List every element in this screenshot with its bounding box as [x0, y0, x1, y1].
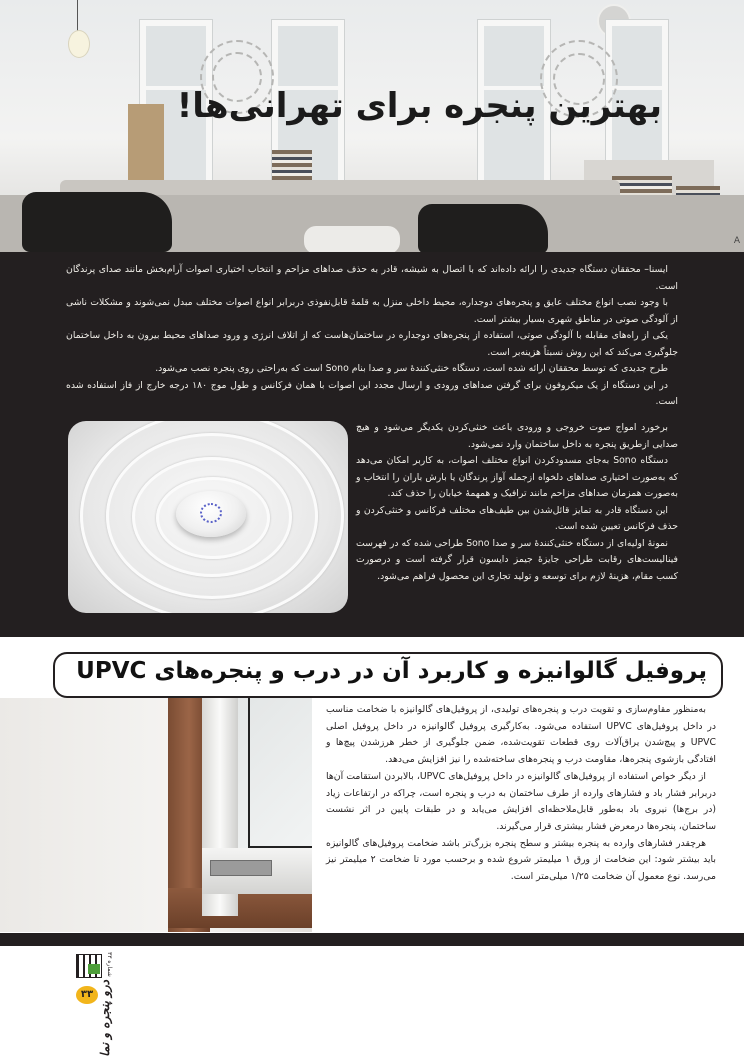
pendant-lamp — [68, 30, 90, 58]
headline-box — [53, 652, 723, 698]
bottom-rule — [0, 933, 744, 946]
paragraph: هرچقدر فشارهای وارده به پنجره بیشتر و سطح پنجره بزرگ‌تر باشد ضخامت پروفیل‌های گالوانیزه باید بیشتر شود: این ضخامت از ورق ۱ میلیمتر شروع شده و برحسب مورد تا ضخامت ۲ میلیمتر نیز می‌رسد. نوع معمول آن ضخامت ۱/۲۵ میلی‌متر است. — [326, 837, 716, 883]
paragraph: ایسنا– محققان دستگاه جدیدی را ارائه داده‌اند که با اتصال به شیشه، قادر به حذف صداهای مزاحم و انتخاب اختیاری اصوات آرام‌بخش مانند صدای پرندگان است. — [66, 264, 678, 292]
paragraph: برخورد امواج صوت خروجی و ورودی باعث خنثی‌کردن یکدیگر می‌شود و هیچ صدایی ازطریق پنجره به داخل ساختمان وارد نمی‌شود. — [356, 422, 678, 450]
article-sono-intro — [66, 262, 678, 411]
paragraph: نمونهٔ اولیه‌ای از دستگاه خنثی‌کنندهٔ سر و صدا Sono طراحی شده که در فهرست فینالیست‌های رقابت طراحی جایزهٔ جیمز دایسون قرار گرفته است و درصورت کسب مقام، هزینهٔ لازم برای توسعه و تولید تجاری این محصول فراهم می‌شود. — [356, 537, 678, 582]
pillow — [22, 192, 172, 252]
paragraph: طرح جدیدی که توسط محققان ارائه شده است، دستگاه خنثی‌کنندهٔ سر و صدا بنام Sono است که به‌راحتی روی پنجره نصب می‌شود. — [155, 363, 668, 374]
glass-edge — [248, 846, 312, 848]
sono-device-photo — [68, 421, 348, 613]
pillow — [418, 204, 548, 252]
upvc-profile-photo — [0, 698, 312, 932]
issue-label: شماره ۳۳ — [106, 952, 113, 977]
paragraph: از دیگر خواص استفاده از پروفیل‌های گالوانیزه در داخل پروفیل‌های UPVC، بالابردن استقامت آن‌ها دربرابر فشار باد و فشارهای وارده از طرف ساختمان به درب و پنجره است، چراکه در ارتفاعات زیاد (در برج‌ها) نیروی باد به‌طور قابل‌ملاحظه‌ای افزایش می‌یابد و در طبقات پایین در اثر نشست ساختمان، پنجره‌ها درمعرض فشار بیشتری قرار می‌گیرند. — [326, 770, 716, 832]
paragraph: دستگاه Sono به‌جای مسدودکردن انواع مختلف اصوات، به کاربر امکان می‌دهد که به‌صورت اختیاری صداهای دلخواه ازجمله آواز پرندگان یا بارش باران را انتخاب و به‌صورت همزمان صداهای مزاحم مانند ترافیک و همهمهٔ خیابان را حذف کند. — [356, 455, 678, 499]
paragraph: با وجود نصب انواع مختلف عایق و پنجره‌های دوجداره، محیط داخلی منزل به قلمهٔ قابل‌نفوذی دربرابر انواع اصوات مختلف مبدل نمی‌شوند و مشکلات ناشی از آلودگی صوتی در مناطق شهری بسیار بیشتر است. — [66, 297, 678, 325]
magazine-logo — [70, 950, 124, 1057]
magazine-name: درو پنجره و نما — [98, 980, 112, 1057]
lamp-cord — [77, 0, 78, 32]
paragraph: به‌منظور مقاوم‌سازی و تقویت درب و پنجره‌های تولیدی، از پروفیل‌های گالوانیزه با ضخامت مناسب در داخل پروفیل‌های UPVC استفاده می‌شود. به‌کارگیری پروفیل گالوانیزه در داخل پروفیل اصلی UPVC و پیچ‌شدن یراق‌آلات روی قطعات تقویت‌شده، ضمن جلوگیری از خطر هرزشدن پیچ‌ها و افتادگی بازشوی پنجره‌ها، مقاومت درب و پنجره‌های ساخته‌شده را نیز افزایش می‌دهد. — [326, 704, 717, 766]
hero-title: بهترین پنجره برای تهرانی‌ها! — [176, 86, 662, 126]
wood-frame — [168, 888, 312, 928]
device-knob — [176, 491, 246, 537]
paragraph: یکی از راه‌های مقابله با آلودگی صوتی، استفاده از پنجره‌های دوجداره در ساختمان‌هاست که از اتلاف انرژی و ورود صداهای محیط بیرون به داخل ساختمان جلوگیری می‌کند که این روش نسبتاً هزینه‌بر است. — [66, 330, 678, 358]
glass-edge — [248, 698, 250, 848]
paragraph: این دستگاه قادر به تمایز قائل‌شدن بین طیف‌های مختلف فرکانس و خنثی‌کردن و حذف فرکانس تعیین شده است. — [356, 504, 678, 532]
device-indicator — [200, 503, 222, 523]
article-upvc-headline: پروفیل گالوانیزه و کاربرد آن در درب و پنجره‌های UPVC — [76, 658, 707, 684]
galvanized-insert — [210, 860, 272, 876]
corner-mark: A — [733, 236, 740, 246]
window-logo-icon — [76, 954, 102, 978]
article-sono-column — [356, 420, 678, 585]
article-upvc-body — [326, 702, 716, 886]
stacked-boxes — [128, 104, 164, 186]
article-sono-section — [0, 252, 744, 637]
paragraph: در این دستگاه از یک میکروفون برای گرفتن صداهای ورودی و ارسال مجدد این اصوات با همان فرکانس و طول موج ۱۸۰ درجه خارج از فاز استفاده شده است. — [66, 379, 678, 407]
hero-photo — [0, 0, 744, 252]
pillow — [304, 226, 400, 252]
page-number: ۳۳ — [76, 986, 98, 1004]
